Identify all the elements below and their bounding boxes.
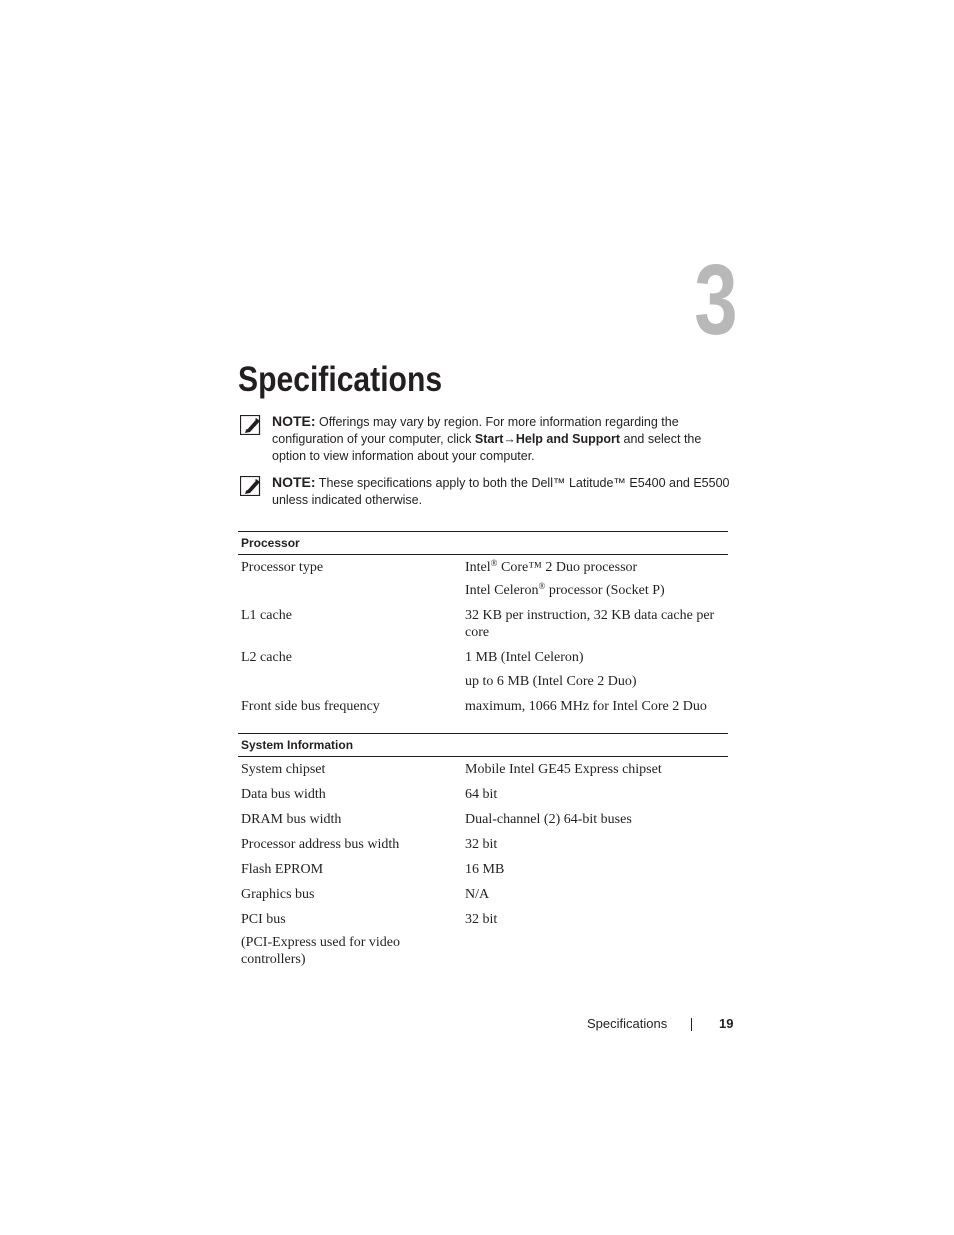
footer-section-title: Specifications [587, 1016, 668, 1031]
spec-key: L2 cache [241, 650, 292, 665]
spec-value: N/A [465, 887, 490, 902]
spec-key: Processor address bus width [241, 837, 400, 852]
spec-value: Intel Celeron® processor (Socket P) [465, 581, 665, 598]
note-text-end: and select the option to view information about your computer. [272, 432, 702, 463]
chapter-number: 3 [694, 244, 738, 356]
spec-key: System chipset [241, 762, 326, 777]
spec-key: Data bus width [241, 787, 326, 802]
spec-value: Intel® Core™ 2 Duo processor [465, 558, 638, 575]
spec-value: 32 bit [465, 912, 498, 927]
spec-key: PCI bus [241, 912, 286, 927]
note-applicability [238, 474, 738, 509]
help-support-ref: Help and Support [515, 432, 621, 446]
spec-key: (PCI-Express used for video controllers) [241, 935, 401, 967]
section-header-system: System Information [238, 733, 728, 757]
footer-divider [691, 1018, 692, 1031]
processor-table [238, 531, 728, 721]
spec-value: Dual-channel (2) 64-bit buses [465, 812, 632, 827]
note-text: Offerings may vary by region. For more information regarding the configuration of your computer, click [272, 415, 679, 446]
spec-key: Graphics bus [241, 887, 315, 902]
note-regional-offerings [238, 413, 738, 465]
note-pencil-icon [240, 476, 262, 496]
spec-value: 64 bit [465, 787, 498, 802]
spec-value: 32 KB per instruction, 32 KB data cache per core [465, 608, 715, 640]
spec-key: Processor type [241, 560, 324, 575]
section-header-processor: Processor [238, 531, 728, 555]
spec-value: up to 6 MB (Intel Core 2 Duo) [465, 674, 637, 689]
system-info-table [238, 733, 728, 973]
spec-key: DRAM bus width [241, 812, 342, 827]
spec-value: maximum, 1066 MHz for Intel Core 2 Duo [465, 699, 707, 714]
spec-value: 32 bit [465, 837, 498, 852]
start-menu-ref: Start [474, 432, 504, 446]
spec-key: Front side bus frequency [241, 699, 380, 714]
page-number: 19 [719, 1016, 734, 1031]
spec-key: Flash EPROM [241, 862, 324, 877]
spec-value: Mobile Intel GE45 Express chipset [465, 762, 662, 777]
note-text: These specifications apply to both the Dell™ Latitude™ E5400 and E5500 unless indicated otherwise. [272, 476, 730, 507]
spec-value: 1 MB (Intel Celeron) [465, 650, 584, 665]
page-title: Specifications [238, 360, 443, 399]
spec-key: L1 cache [241, 608, 292, 623]
note-label: NOTE: [272, 413, 316, 429]
note-pencil-icon [240, 415, 262, 435]
note-label: NOTE: [272, 474, 316, 490]
arrow-icon: → [503, 432, 516, 446]
spec-value: 16 MB [465, 862, 505, 877]
